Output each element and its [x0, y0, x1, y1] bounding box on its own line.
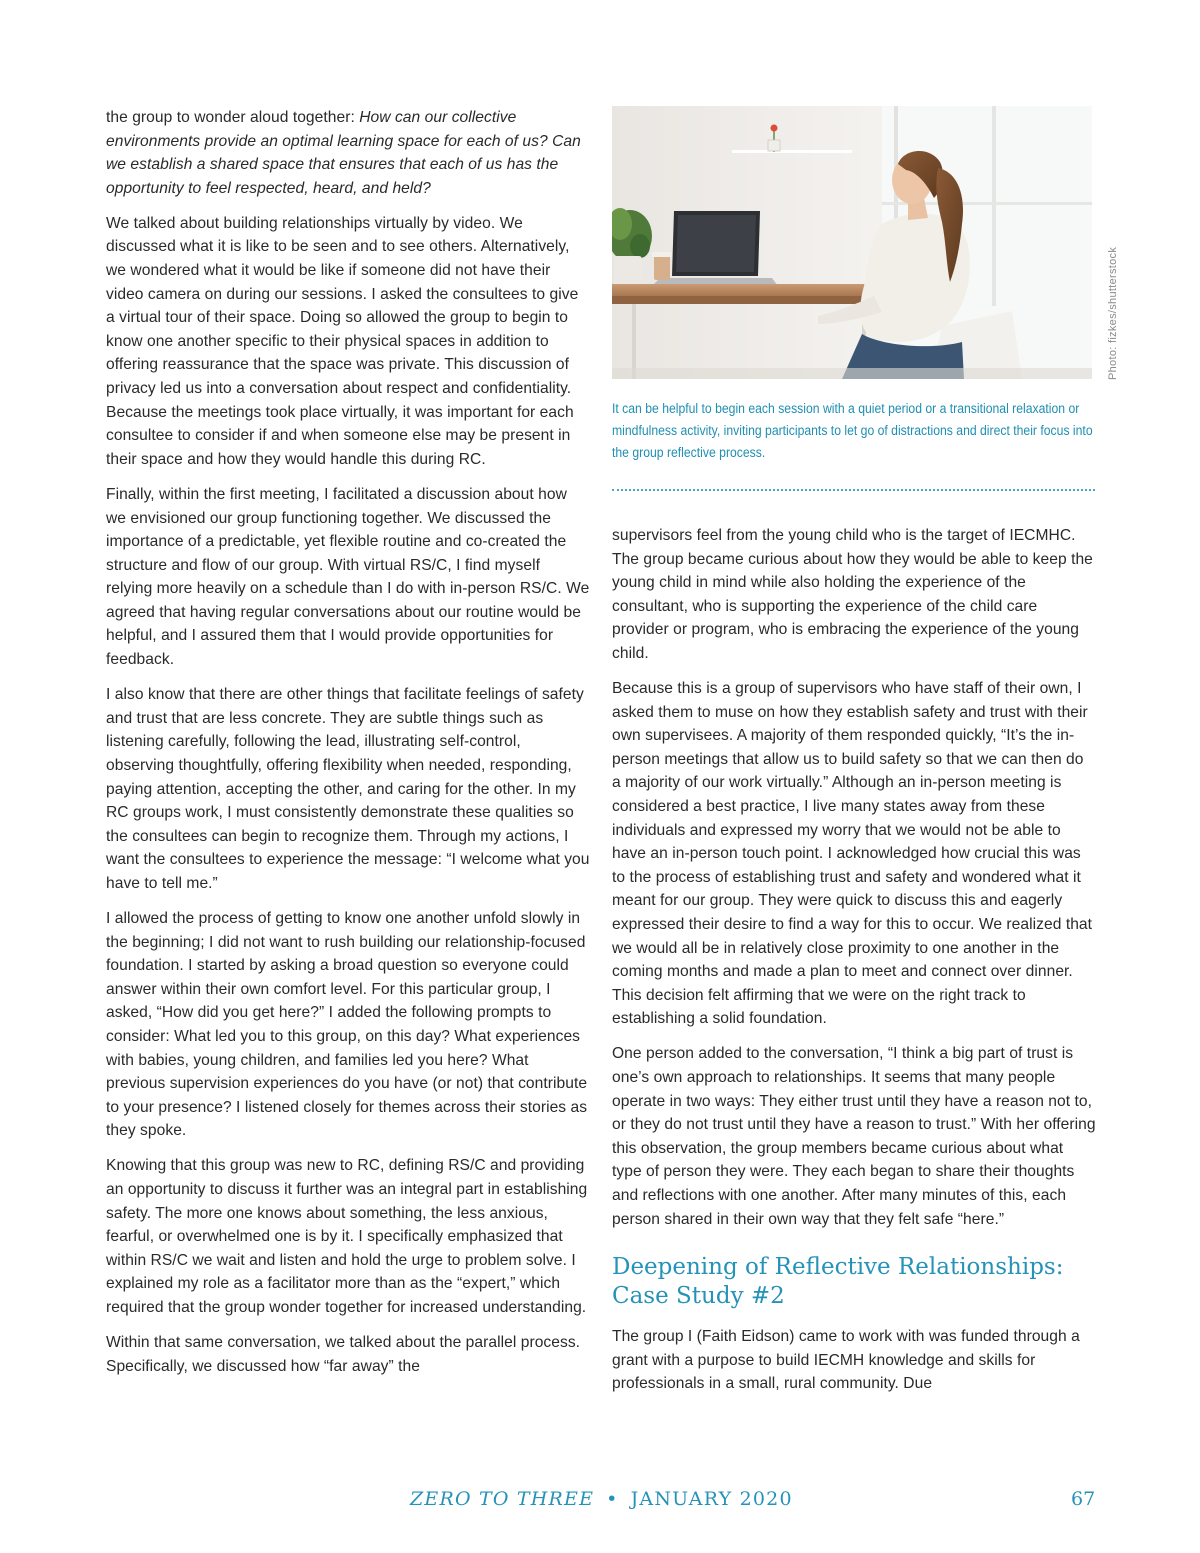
article-photo [612, 106, 1092, 379]
body-paragraph: supervisors feel from the young child who is the target of IECMHC. The group became curious about how they would be able to keep the young child in mind while also holding the experience of the consultant, who is supporting the experience of the child care provider or program, who is embracing the experience of the young child. [612, 527, 1093, 662]
body-paragraph: One person added to the conversation, “I think a big part of trust is one’s own approach to relationships. It seems that many people operate in two ways: They either trust until they have a reason not to, or they do not trust until they have a reason to trust.” With her offering this observation, the group members became curious about what type of person they were. They each began to share their thoughts and reflections with one another. After many minutes of this, each person shared in their own way that they felt safe “here.” [612, 1045, 1096, 1228]
caption-divider [612, 489, 1095, 491]
lead-paragraph [106, 106, 590, 200]
body-paragraph: Within that same conversation, we talked about the parallel process. Specifically, we discussed how “far away” the [106, 1334, 581, 1375]
lead-paragraph-italic-questions: How can our collective environments provide an optimal learning space for each of us? Can we establish a shared space that ensures that each of us has the opportunity to feel respected, heard, and held? [106, 109, 581, 197]
footer-separator: • [606, 1488, 619, 1510]
page-number: 67 [1071, 1488, 1096, 1510]
right-column [612, 524, 1096, 1408]
body-paragraph: Because this is a group of supervisors who have staff of their own, I asked them to muse on how they establish safety and trust with their own supervisees. A majority of them responded quickly, “It’s the in-person meetings that allow us to build safety so that we can then do a majority of our work virtually.” Although an in-person meeting is considered a best practice, I live many states away from these individuals and expressed my worry that we would not be able to have an in-person touch point. I acknowledged how crucial this was to the process of establishing trust and safety and wondered what it meant for our group. They were quick to discuss this and eagerly expressed their desire to find a way for this to occur. We realized that we would all be in relatively close proximity to one another in the coming months and made a plan to meet and connect over dinner. This decision felt affirming that we were on the right track to establishing a solid foundation. [612, 680, 1093, 1028]
footer-publication-line [410, 1488, 793, 1510]
body-paragraph: Knowing that this group was new to RC, defining RS/C and providing an opportunity to discuss it further was an integral part in establishing safety. The more one knows about something, the less anxious, fearful, or overwhelmed one is by it. I specifically emphasized that within RS/C we wait and listen and hold the urge to problem solve. I explained my role as a facilitator more than as the “expert,” which required that the group wonder together for increased understanding. [106, 1157, 588, 1316]
photo-credit: Photo: fizkes/shutterstock [1107, 246, 1119, 380]
body-paragraph: I allowed the process of getting to know one another unfold slowly in the beginning; I did not want to rush building our relationship-focused foundation. I started by asking a broad question so everyone could answer within their own comfort level. For this particular group, I asked, “How did you get here?” I added the following prompts to consider: What led you to this group, on this day? What experiences with babies, young children, and families led you here? What previous supervision experiences do you have (or not) that contribute to your presence? I listened closely for themes across their stories as they spoke. [106, 910, 588, 1140]
photo-caption: It can be helpful to begin each session with a quiet period or a transitional relaxation or mindfulness activity, inviting participants to let go of distractions and direct their focus into the group reflective process. [612, 401, 1093, 461]
body-paragraph: I also know that there are other things that facilitate feelings of safety and trust that are less concrete. They are subtle things such as listening carefully, following the lead, illustrating self-control, observing thoughtfully, offering flexibility when needed, responding, paying attention, accepting the other, and caring for the other. In my RC groups work, I must consistently demonstrate these qualities so the consultees can begin to recognize them. Through my actions, I want the consultees to experience the message: “I welcome what you have to tell me.” [106, 686, 590, 892]
woman-at-desk-illustration [612, 106, 1092, 379]
lead-paragraph-text: the group to wonder aloud together: [106, 109, 360, 126]
body-paragraph: The group I (Faith Eidson) came to work with was funded through a grant with a purpose to build IECMH knowledge and skills for professionals in a small, rural community. Due [612, 1328, 1080, 1393]
issue-date: JANUARY 2020 [630, 1488, 793, 1510]
publication-name: ZERO TO THREE [410, 1488, 595, 1510]
body-paragraph: Finally, within the first meeting, I facilitated a discussion about how we envisioned our group functioning together. We discussed the importance of a predictable, yet flexible routine and co-created the structure and flow of our group. With virtual RS/C, I find myself relying more heavily on a schedule than I do with in-person RS/C. We agreed that having regular conversations about our routine would be helpful, and I assured them that I would provide opportunities for feedback. [106, 485, 590, 669]
body-paragraph: We talked about building relationships virtually by video. We discussed what it is like to be seen and to see others. Alternatively, we wondered what it would be like if someone did not have their video camera on during our sessions. I asked the consultees to give a virtual tour of their space. Doing so allowed the group to begin to know one another specific to their physical spaces in addition to offering reassurance that the space was private. This discussion of privacy led us into a conversation about respect and confidentiality. Because the meetings took place virtually, it was important for each consultee to consider if and when someone else may be present in their space and how they would handle this during RC. [106, 214, 579, 468]
section-heading: Deepening of Reflective Relationships: Case Study #2 [612, 1254, 1064, 1310]
left-column [106, 106, 590, 1390]
page-footer [0, 1488, 1200, 1518]
